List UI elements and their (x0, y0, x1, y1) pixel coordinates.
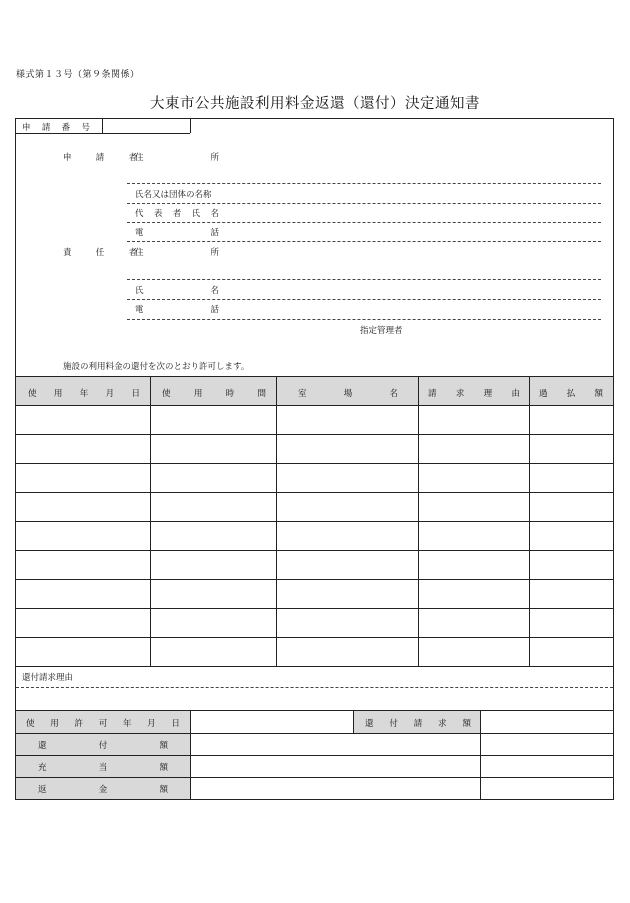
allocation-amount-label: 充 当 額 (38, 763, 168, 773)
column-header-time: 使 用 時 間 (162, 389, 266, 399)
applicant-phone-label: 電 話 (135, 228, 219, 238)
table-row[interactable] (16, 638, 613, 666)
responsible-address-label: 住 所 (135, 248, 219, 258)
applicant-name-input[interactable] (231, 185, 601, 202)
responsible-address-input[interactable] (221, 243, 601, 278)
application-number-input[interactable] (103, 119, 190, 133)
refund-request-amount-label: 還 付 請 求 額 (365, 719, 471, 729)
applicant-representative-label: 代 表 者 氏 名 (135, 209, 219, 219)
responsible-name-input[interactable] (231, 281, 601, 298)
applicant-phone-input[interactable] (231, 224, 601, 241)
refund-amount-input[interactable] (191, 734, 480, 755)
permit-date-input[interactable] (191, 711, 353, 733)
column-header-room: 室 場 名 (298, 389, 398, 399)
table-row[interactable] (16, 522, 613, 550)
responsible-phone-input[interactable] (231, 301, 601, 318)
form-number: 様式第１３号（第９条関係） (16, 70, 140, 80)
refund-amount-label: 還 付 額 (38, 741, 168, 751)
applicant-label: 申 請 者 (63, 153, 137, 163)
table-row[interactable] (16, 464, 613, 492)
table-row[interactable] (16, 435, 613, 463)
return-amount-label: 返 金 額 (38, 785, 168, 795)
notice-text: 施設の利用料金の還付を次のとおり許可します。 (63, 362, 250, 372)
table-row[interactable] (16, 551, 613, 579)
column-header-reason: 請 求 理 由 (428, 389, 520, 399)
responsible-label: 責 任 者 (63, 248, 137, 258)
return-amount-input[interactable] (191, 778, 480, 799)
refund-request-amount-input[interactable] (481, 711, 613, 733)
application-number-label: 申 請 番 号 (22, 123, 90, 133)
table-row[interactable] (16, 493, 613, 521)
responsible-phone-label: 電 話 (135, 305, 219, 315)
refund-reason-label: 還付請求理由 (22, 673, 74, 683)
page-title: 大東市公共施設利用料金返還（還付）決定通知書 (150, 96, 480, 112)
allocation-amount-input[interactable] (191, 756, 480, 777)
permit-date-label: 使 用 許 可 年 月 日 (26, 719, 180, 729)
designated-manager-label: 指定管理者 (360, 326, 403, 336)
table-row[interactable] (16, 580, 613, 608)
table-row[interactable] (16, 609, 613, 637)
applicant-representative-input[interactable] (231, 205, 601, 222)
column-header-date: 使 用 年 月 日 (28, 389, 140, 399)
applicant-name-label: 氏名又は団体の名称 (135, 190, 212, 200)
column-header-overpaid: 過 払 額 (539, 389, 603, 399)
responsible-name-label: 氏 名 (135, 286, 219, 296)
applicant-address-input[interactable] (221, 145, 601, 181)
table-row[interactable] (16, 406, 613, 434)
form-frame (15, 118, 614, 800)
refund-reason-input[interactable] (16, 688, 613, 710)
applicant-address-label: 住 所 (135, 153, 219, 163)
